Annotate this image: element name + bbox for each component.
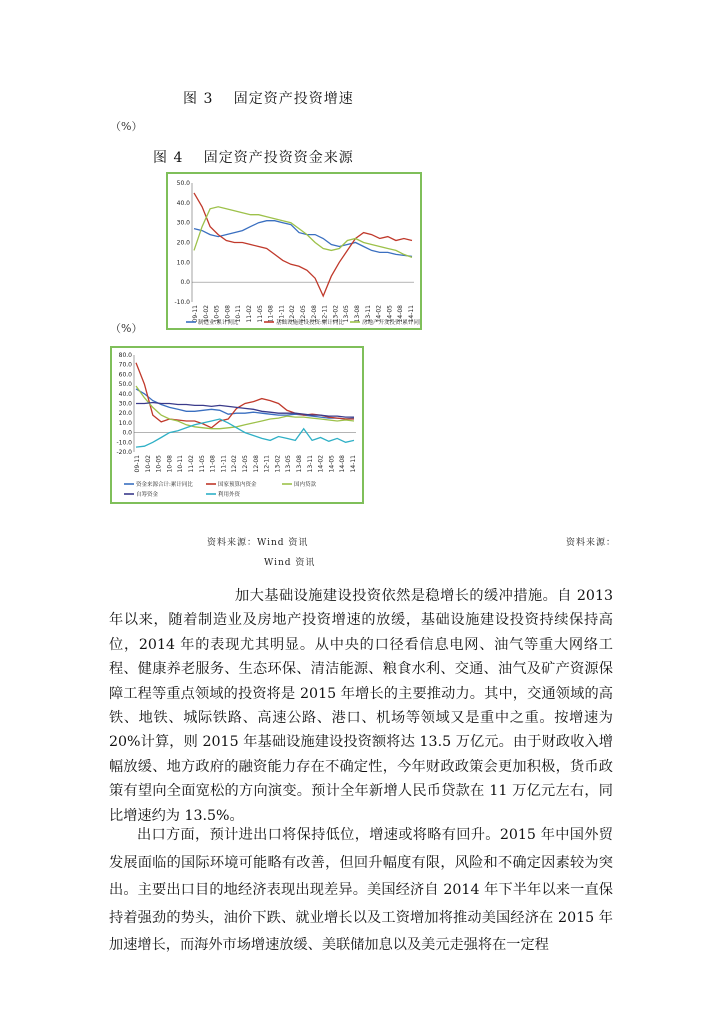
y-tick-label: 10.0 — [118, 419, 132, 427]
x-tick-label: 11-05 — [256, 305, 264, 323]
x-tick-label: 12-08 — [310, 305, 318, 323]
y-tick-label: 30.0 — [118, 400, 132, 408]
y-tick-label: 40.0 — [118, 390, 132, 398]
y-tick-label: 20.0 — [118, 410, 132, 418]
x-tick-label: 12-02 — [231, 455, 239, 473]
y-tick-label: 80.0 — [118, 352, 132, 359]
y-tick-label: 60.0 — [118, 371, 132, 379]
y-tick-label: 10.0 — [176, 259, 190, 267]
x-tick-label: 11-05 — [198, 455, 206, 473]
series-line-5 — [136, 419, 354, 447]
figure3-title: 图 3 固定资产投资增速 — [183, 91, 354, 107]
x-tick-label: 14-05 — [328, 455, 336, 473]
y-tick-label: -10.0 — [174, 299, 190, 306]
chart2-svg — [112, 348, 362, 502]
y-tick-label: 70.0 — [118, 361, 132, 369]
y-tick-label: -10.0 — [116, 439, 132, 447]
x-tick-label: 12-05 — [300, 305, 307, 323]
source-note-right: 资料来源： — [566, 538, 617, 548]
x-tick-label: 13-05 — [285, 455, 293, 473]
source-note-right-cont: Wind 资讯 — [264, 558, 316, 568]
y-tick-label: 0.0 — [180, 279, 190, 287]
source-note-left: 资料来源：Wind 资讯 — [207, 538, 309, 548]
x-tick-label: 10-05 — [213, 305, 221, 323]
paragraph-exports: 出口方面，预计进出口将保持低位，增速或将略有回升。2015 年中国外贸发展面临的国际环境可能略有改善，但回升幅度有限，风险和不确定因素较为突出。主要出口目的地经济表现出现差异。美国经济自 2014 年下半年以来一直保持着强劲的势头，油价下跌、就业增长以及工资增加将推动美国经济在 2015 年加速增长，而海外市场增速放缓、美联储加息以及美元走强将在一定程 — [109, 827, 613, 954]
x-tick-label: 11-11 — [220, 455, 228, 473]
legend-label-2: 基础设施建设投资:累计同比 — [276, 320, 344, 326]
x-tick-label: 14-11 — [408, 305, 415, 323]
y-tick-label: 30.0 — [176, 219, 190, 227]
x-tick-label: 10-05 — [155, 455, 163, 473]
x-tick-label: 10-11 — [177, 455, 185, 473]
x-tick-label: 14-05 — [386, 305, 394, 323]
x-tick-label: 11-08 — [209, 455, 217, 473]
x-tick-label: 13-05 — [343, 305, 351, 323]
y-tick-label: 50.0 — [176, 180, 190, 187]
y-tick-label: 0.0 — [122, 429, 132, 437]
figure4-title: 图 4 固定资产投资资金来源 — [153, 150, 354, 166]
x-tick-label: 14-08 — [339, 455, 347, 473]
legend-label-4: 自筹资金 — [136, 492, 159, 498]
chart1-svg — [168, 174, 420, 328]
x-tick-label: 10-08 — [166, 455, 174, 473]
x-tick-label: 10-02 — [144, 455, 152, 473]
legend-label-1: 制造业:累计同比 — [198, 320, 239, 326]
x-tick-label: 14-11 — [350, 455, 357, 473]
x-tick-label: 09-11 — [134, 455, 141, 473]
legend-label-2: 国家预算内资金 — [218, 482, 257, 488]
y-tick-label: 40.0 — [176, 199, 190, 207]
figure4-unit: （%） — [110, 322, 143, 335]
y-tick-label: -20.0 — [116, 449, 132, 456]
legend-label-1: 资金来源合计:累计同比 — [136, 482, 193, 488]
x-tick-label: 12-11 — [321, 305, 329, 323]
x-tick-label: 13-11 — [364, 305, 372, 323]
x-tick-label: 11-11 — [278, 305, 286, 323]
x-tick-label: 10-02 — [202, 305, 210, 323]
legend-label-5: 利用外资 — [218, 492, 241, 498]
series-line-3 — [194, 207, 412, 258]
y-tick-label: 50.0 — [118, 381, 132, 389]
x-tick-label: 11-02 — [246, 305, 253, 323]
x-tick-label: 12-05 — [242, 455, 249, 473]
x-tick-label: 11-08 — [267, 305, 275, 323]
legend-label-3: 房地产开发投资:累计同比 — [362, 320, 420, 326]
x-tick-label: 12-08 — [252, 455, 260, 473]
x-tick-label: 11-02 — [188, 455, 195, 473]
x-tick-label: 10-11 — [235, 305, 243, 323]
x-tick-label: 12-11 — [263, 455, 271, 473]
x-tick-label: 09-11 — [192, 305, 199, 323]
x-tick-label: 14-02 — [375, 305, 383, 323]
x-tick-label: 13-08 — [354, 305, 361, 323]
legend-label-3: 国内贷款 — [294, 482, 317, 488]
x-tick-label: 13-08 — [296, 455, 303, 473]
x-tick-label: 14-02 — [317, 455, 325, 473]
x-tick-label: 13-11 — [306, 455, 314, 473]
x-tick-label: 14-08 — [397, 305, 405, 323]
x-tick-label: 13-02 — [332, 305, 340, 323]
paragraph-infrastructure: 加大基础设施建设投资依然是稳增长的缓冲措施。自 2013 年以来，随着制造业及房地产投资增速的放缓，基础设施建设投资持续保持高位，2014 年的表现尤其明显。从中央的口径看信息电网、油气等重大网络工程、健康养老服务、生态环保、清洁能源、粮食水利、交通、油气及矿产资源保障工程等重点领域的投资将是 2015 年增长的主要推动力。其中，交通领域的高铁、地铁、城际铁路、高速公路、港口、机场等领域又是重中之重。按增速为 20%计算，则 2015 年基础设施建设投资额将达 13.5 万亿元。由于财政收入增幅放缓、地方政府的融资能力存在不确定性，今年财政政策会更加积极，货币政策有望向全面宽松的方向演变。预计全年新增人民币贷款在 11 万亿元左右，同比增速约为 13.5%。 — [109, 588, 613, 824]
figure3-unit: （%） — [110, 120, 143, 133]
x-tick-label: 12-02 — [289, 305, 297, 323]
series-line-4 — [136, 403, 354, 418]
y-tick-label: 20.0 — [176, 239, 190, 247]
chart-fixed-asset-growth — [166, 172, 422, 330]
chart-fund-sources — [110, 346, 364, 504]
x-tick-label: 13-02 — [274, 455, 282, 473]
x-tick-label: 10-08 — [224, 305, 232, 323]
